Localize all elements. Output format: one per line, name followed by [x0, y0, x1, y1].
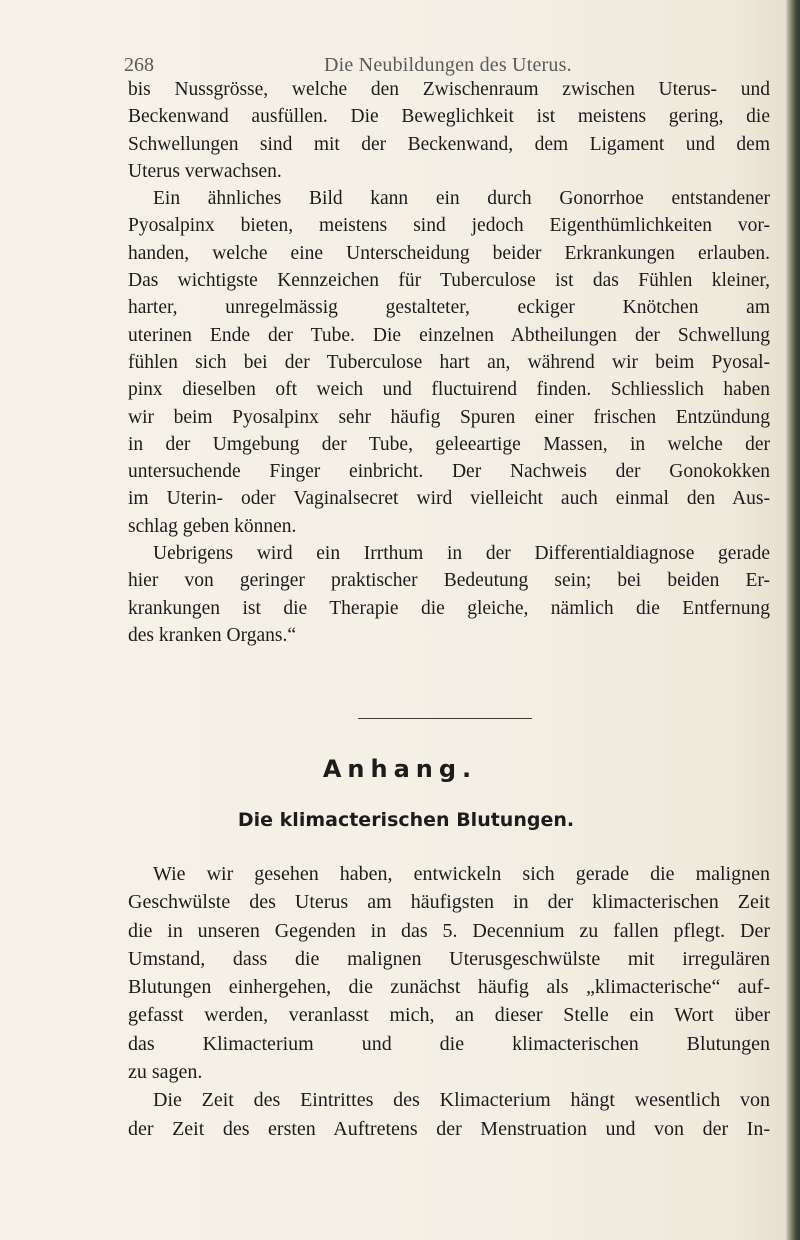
- text-line: Schwellungen sind mit der Beckenwand, dem Ligament und dem: [128, 133, 770, 155]
- text-line: fühlen sich bei der Tuberculose hart an, während wir beim Pyosal-: [128, 351, 770, 373]
- text-line: pinx dieselben oft weich und fluctuirend finden. Schliesslich haben: [128, 379, 770, 401]
- section-divider: [358, 718, 532, 719]
- text-line: Ein ähnliches Bild kann ein durch Gonorrhoe entstandener: [153, 188, 770, 210]
- text-line: Blutungen einhergehen, die zunächst häufig als „klimacterische“ auf-: [128, 976, 770, 999]
- appendix-heading: Anhang.: [322, 755, 478, 783]
- text-line: Das wichtigste Kennzeichen für Tuberculose ist das Fühlen kleiner,: [128, 270, 770, 292]
- text-line: Pyosalpinx bieten, meistens sind jedoch Eigenthümlichkeiten vor-: [128, 215, 770, 237]
- text-line: im Uterin- oder Vaginalsecret wird vielleicht auch einmal den Aus-: [128, 488, 770, 510]
- text-line: das Klimacterium und die klimacterischen Blutungen: [128, 1032, 770, 1055]
- text-line: Uterus verwachsen.: [128, 160, 282, 182]
- running-title: Die Neubildungen des Uterus.: [324, 54, 572, 76]
- text-line: schlag geben können.: [128, 515, 297, 537]
- text-line: in der Umgebung der Tube, geleeartige Massen, in welche der: [128, 433, 770, 455]
- text-line: handen, welche eine Unterscheidung beider Erkrankungen erlauben.: [128, 242, 770, 264]
- text-line: harter, unregelmässig gestalteter, eckiger Knötchen am: [128, 297, 770, 319]
- text-line: Wie wir gesehen haben, entwickeln sich gerade die malignen: [153, 863, 770, 885]
- text-line: wir beim Pyosalpinx sehr häufig Spuren einer frischen Entzündung: [128, 406, 770, 428]
- text-line: krankungen ist die Therapie die gleiche, nämlich die Entfernung: [128, 597, 770, 619]
- text-line: gefasst werden, veranlasst mich, an dieser Stelle ein Wort über: [128, 1004, 770, 1027]
- text-line: zu sagen.: [128, 1061, 203, 1084]
- text-line: hier von geringer praktischer Bedeutung sein; bei beiden Er-: [128, 570, 770, 592]
- text-line: des kranken Organs.“: [128, 624, 297, 646]
- text-line: Umstand, dass die malignen Uterusgeschwülste mit irregulären: [128, 947, 770, 970]
- text-line: die in unseren Gegenden in das 5. Decennium zu fallen pflegt. Der: [128, 919, 770, 942]
- text-line: Die Zeit des Eintrittes des Klimacterium hängt wesentlich von: [153, 1089, 770, 1112]
- text-line: der Zeit des ersten Auftretens der Menstruation und von der In-: [128, 1117, 770, 1140]
- page-number: 268: [124, 54, 154, 76]
- text-line: bis Nussgrösse, welche den Zwischenraum zwischen Uterus- und: [128, 79, 770, 100]
- binding-edge: [786, 0, 800, 1240]
- body-text-bottom: [128, 860, 770, 1143]
- text-line: Geschwülste des Uterus am häufigsten in der klimacterischen Zeit: [128, 891, 770, 914]
- section-title: Die klimacterischen Blutungen.: [237, 809, 575, 831]
- text-line: uterinen Ende der Tube. Die einzelnen Abtheilungen der Schwellung: [128, 324, 770, 346]
- text-line: Beckenwand ausfüllen. Die Beweglichkeit ist meistens gering, die: [128, 106, 770, 128]
- text-line: untersuchende Finger einbricht. Der Nachweis der Gonokokken: [128, 461, 770, 483]
- text-line: Uebrigens wird ein Irrthum in der Differentialdiagnose gerade: [153, 543, 770, 565]
- body-text-top: [128, 76, 770, 649]
